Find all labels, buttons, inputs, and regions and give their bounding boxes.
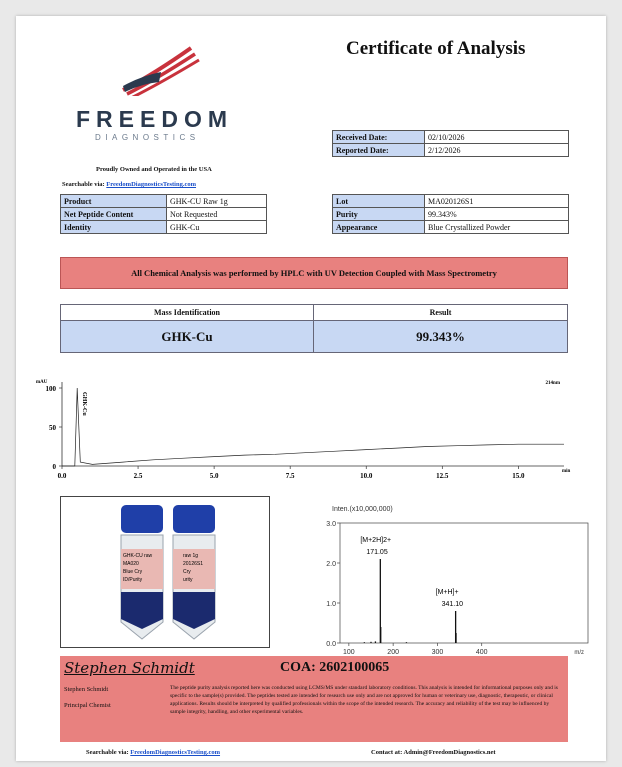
mass-header-row	[61, 305, 567, 321]
chrom-x-tick-label: 10.0	[360, 472, 373, 480]
hplc-chromatogram	[16, 368, 606, 490]
ms-y-tick-label: 2.0	[326, 561, 336, 568]
reported-date-value: 2/12/2026	[425, 144, 569, 157]
result-header: Result	[429, 308, 452, 317]
vial-label-text: raw 1g	[183, 553, 199, 559]
result-value: 99.343%	[416, 328, 465, 344]
ms-x-tick-label: 100	[343, 649, 355, 655]
signer-role: Principal Chemist	[64, 702, 111, 709]
chrom-trace	[62, 388, 564, 466]
vial-label-text: GHK-CU raw	[123, 553, 153, 559]
searchable-label: Searchable via:	[62, 181, 105, 188]
chrom-x-tick-label: 2.5	[133, 472, 143, 480]
mass-value-row	[61, 321, 567, 352]
signature-section	[60, 656, 568, 742]
chrom-x-label: min	[562, 469, 571, 474]
vial-cap	[173, 505, 215, 533]
footer-searchable-link[interactable]: FreedomDiagnosticsTesting.com	[130, 749, 221, 756]
mass-identification-table	[60, 304, 568, 353]
footer-searchable-label: Searchable via:	[86, 749, 129, 756]
product-label: Product	[61, 195, 167, 208]
chrom-y-tick-label: 50	[49, 424, 56, 432]
dates-table	[332, 130, 569, 157]
table-row	[61, 221, 267, 234]
certificate-page	[16, 16, 606, 761]
tagline: Proudly Owned and Operated in the USA	[96, 166, 212, 173]
chrom-wavelength-label: 214nm	[545, 381, 560, 386]
vial-label-text: 20126S1	[183, 561, 204, 567]
vial-label-text: MA020	[123, 561, 139, 567]
ms-y-tick-label: 3.0	[326, 521, 336, 528]
searchable-link[interactable]: FreedomDiagnosticsTesting.com	[106, 181, 197, 188]
ms-peak-value: 171.05	[366, 549, 388, 556]
ms-peak-value: 341.10	[441, 601, 464, 608]
chrom-y-tick-label: 0	[52, 463, 56, 471]
vial-right	[173, 505, 215, 639]
table-row	[333, 208, 569, 221]
table-row	[333, 131, 569, 144]
logo-subtitle: DIAGNOSTICS	[95, 133, 200, 142]
purity-value: 99.343%	[425, 208, 569, 221]
method-banner: All Chemical Analysis was performed by HPLC with UV Detection Coupled with Mass Spectrometry	[60, 257, 568, 289]
vial-left	[121, 505, 163, 639]
chrom-y-label: mAU	[36, 380, 48, 385]
lot-table	[332, 194, 569, 234]
vial-label-text: urity	[183, 577, 193, 583]
ms-x-tick-label: 400	[475, 649, 488, 655]
vial-label-text: Cry	[183, 569, 191, 575]
chrom-x-tick-label: 15.0	[512, 472, 525, 480]
signer-name: Stephen Schmidt	[64, 686, 109, 693]
mass-id-header: Mass Identification	[61, 305, 314, 320]
identity-value: GHK-Cu	[167, 221, 267, 234]
chrom-x-tick-label: 5.0	[209, 472, 219, 480]
vial-cap	[121, 505, 163, 533]
logo-wordmark: FREEDOM	[76, 106, 233, 132]
signature-script: Stephen Schmidt	[64, 659, 195, 677]
reported-date-label: Reported Date:	[333, 144, 425, 157]
chrom-x-tick-label: 0.0	[57, 472, 67, 480]
product-value: GHK-CU Raw 1g	[167, 195, 267, 208]
lot-label: Lot	[333, 195, 425, 208]
coa-number: COA: 2602100065	[280, 660, 390, 675]
purity-label: Purity	[333, 208, 425, 221]
ms-x-tick-label: 200	[387, 649, 399, 655]
identity-label: Identity	[61, 221, 167, 234]
appearance-label: Appearance	[333, 221, 425, 234]
disclaimer: The peptide purity analysis reported here was conducted using LCMS/MS under standard laboratory conditions. This analysis is intended for informational purposes only and is specific to the sample(s) provided. The peptides tested are intended for research use only and are not approved for human or veterinary use, diagnostic, therapeutic, or clinical applications. Results should be interpreted by qualified professionals within the scope of the intended research. The accuracy and reliability of the test may be influenced by sample integrity, handling, and other experimental variables.	[170, 685, 558, 715]
footer-contact-email[interactable]: Admin@FreedomDiagnostics.net	[403, 749, 496, 756]
appearance-value: Blue Crystallized Powder	[425, 221, 569, 234]
ms-peak-label: [M+H]+	[435, 589, 459, 596]
chrom-x-tick-label: 7.5	[285, 472, 295, 480]
chrom-peak-label: GHK-Cu	[81, 392, 88, 416]
ms-x-label: m/z	[574, 650, 584, 655]
chrom-x-tick-label: 12.5	[436, 472, 449, 480]
chrom-y-tick-label: 100	[45, 385, 56, 393]
vial-label-text: ID/Purity	[123, 577, 143, 583]
vial-label-text: Blue Cry	[123, 569, 143, 575]
footer-searchable	[86, 749, 220, 756]
received-date-label: Received Date:	[333, 131, 425, 144]
ms-y-tick-label: 0.0	[326, 641, 336, 648]
table-row	[61, 208, 267, 221]
ms-y-tick-label: 1.0	[326, 601, 336, 608]
table-row	[61, 195, 267, 208]
lot-value: MA020126S1	[425, 195, 569, 208]
net-peptide-value: Not Requested	[167, 208, 267, 221]
table-row	[333, 144, 569, 157]
ms-title: Inten.(x10,000,000)	[332, 506, 393, 513]
flag-swoosh-icon	[121, 46, 201, 96]
ms-x-tick-label: 300	[431, 649, 444, 655]
product-photo	[60, 496, 270, 648]
mass-spectrum	[296, 493, 596, 655]
ms-peak-label: [M+2H]2+	[360, 537, 392, 544]
net-peptide-label: Net Peptide Content	[61, 208, 167, 221]
footer-contact-label: Contact at:	[371, 749, 403, 756]
table-row	[333, 221, 569, 234]
page-title: Certificate of Analysis	[346, 38, 526, 59]
footer-contact	[371, 749, 496, 756]
product-table	[60, 194, 267, 234]
vials-image	[61, 497, 269, 647]
table-row	[333, 195, 569, 208]
searchable-line	[62, 181, 196, 188]
mass-id-value: GHK-Cu	[61, 321, 314, 352]
received-date-value: 02/10/2026	[425, 131, 569, 144]
